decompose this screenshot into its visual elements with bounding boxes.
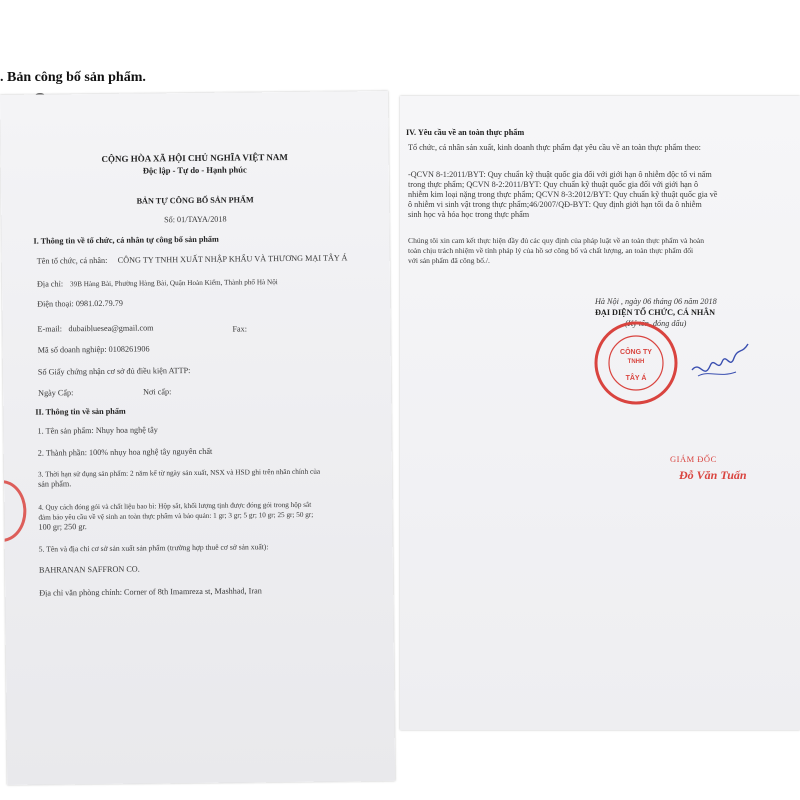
fax-label: Fax: — [232, 324, 248, 334]
sign-note: (Ký tên, đóng dấu) — [625, 319, 687, 328]
partial-stamp — [0, 480, 27, 543]
motto: Độc lập - Tự do - Hạnh phúc — [142, 164, 247, 176]
director-name: Đỗ Văn Tuấn — [679, 468, 747, 482]
caption: . Bản công bố sản phẩm. — [0, 70, 146, 85]
email-label: E-mail: — [37, 324, 63, 334]
regulation-line-4: ô nhiễm vi sinh vật trong thực phẩm;46/2007/QĐ-BYT: Quy định giới hạn tối đa ô nhiễm — [408, 200, 702, 209]
email-value: dubaiblueseа@gmail.com — [68, 323, 154, 334]
office-address: Địa chỉ văn phòng chính: Corner of 8th Imamreza st, Mashhad, Iran — [39, 586, 262, 598]
manufacturer-heading: 5. Tên và địa chỉ cơ sở sản xuất sản phẩm (trường hợp thuê cơ sở sản xuất): — [38, 542, 269, 554]
org-name-label: Tên tổ chức, cá nhân: — [36, 255, 108, 266]
regulation-line-1: -QCVN 8-1:2011/BYT: Quy chuẩn kỹ thuật quốc gia đối với giới hạn ô nhiễm độc tố vi nấm — [408, 170, 712, 179]
address-value: 39B Hàng Bài, Phường Hàng Bài, Quận Hoàn Kiếm, Thành phố Hà Nội — [69, 278, 278, 289]
seal-line-2: TNHH — [627, 359, 645, 365]
manufacturer-name: BAHRANAN SAFFRON CO. — [38, 564, 140, 575]
director-title: GIÁM ĐỐC — [670, 454, 717, 464]
issue-place: Nơi cấp: — [143, 387, 172, 397]
address-label: Địa chỉ: — [36, 279, 64, 289]
regulation-line-2: trong thực phẩm; QCVN 8-2:2011/BYT: Quy chuẩn kỹ thuật quốc gia đối với giới hạn ô — [408, 180, 699, 189]
commitment-line-1: Chúng tôi xin cam kết thực hiện đầy đủ các quy định của pháp luật về an toàn thực phẩm và hoàn — [408, 236, 705, 245]
certificate-line: Số Giấy chứng nhận cơ sở đủ điều kiện ATTP: — [37, 366, 191, 377]
section-1-heading: I. Thông tin về tổ chức, cá nhân tự công bố sản phẩm — [33, 234, 219, 246]
representative-title: ĐẠI DIỆN TỔ CHỨC, CÁ NHÂN — [595, 308, 716, 317]
republic-heading: CỘNG HÒA XÃ HỘI CHỦ NGHĨA VIỆT NAM — [101, 151, 288, 164]
section-2-heading: II. Thông tin về sản phẩm — [35, 406, 126, 417]
packaging-2: đảm bảo yêu cầu về vệ sinh an toàn thực phẩm và bảo quản: 1 gr; 3 gr; 5 gr; 10 gr; 25 gr; 50 gr; — [38, 510, 314, 522]
signing-date: Hà Nội , ngày 06 tháng 06 năm 2018 — [595, 297, 717, 306]
issue-date: Ngày Cấp: — [38, 388, 74, 398]
shelf-life-2: sản phẩm. — [38, 479, 72, 489]
commitment-line-3: với sản phẩm đã công bố./. — [408, 256, 490, 265]
right-document-page — [400, 96, 800, 730]
seal-line-3: TÂY Á — [625, 375, 647, 382]
safety-intro: Tổ chức, cá nhân sản xuất, kinh doanh thực phẩm đạt yêu cầu về an toàn thực phẩm theo: — [408, 143, 701, 152]
commitment-line-2: toàn chịu trách nhiệm về tính pháp lý của hồ sơ công bố và chất lượng, an toàn thực phẩm đối — [408, 246, 694, 255]
phone: Điện thoại: 0981.02.79.79 — [37, 298, 123, 309]
packaging-3: 100 gr; 250 gr. — [38, 522, 87, 532]
business-code: Mã số doanh nghiệp: 0108261906 — [37, 344, 150, 355]
shelf-life-1: 3. Thời hạn sử dụng sản phẩm: 2 năm kể từ ngày sản xuất, NSX và HSD ghi trên nhãn chính của — [37, 466, 321, 479]
regulation-line-5: sinh học và hóa học trong thực phẩm — [408, 210, 530, 219]
doc-title: BẢN TỰ CÔNG BỐ SẢN PHẨM — [136, 195, 254, 206]
seal-line-1: CÔNG TY — [620, 349, 652, 356]
section-4-heading: IV. Yêu cầu về an toàn thực phẩm — [406, 128, 525, 137]
product-name: 1. Tên sản phẩm: Nhụy hoa nghệ tây — [37, 425, 158, 436]
packaging-1: 4. Quy cách đóng gói và chất liệu bao bì: Hộp sắt, khối lượng tịnh được đóng gói trong hộp sắt — [38, 500, 312, 512]
doc-number: Số: 01/TAYA/2018 — [164, 214, 227, 225]
left-document-page — [0, 91, 395, 785]
signature-icon — [690, 340, 750, 385]
org-name-value: CÔNG TY TNHH XUẤT NHẬP KHẨU VÀ THƯƠNG MẠI TÂY Á — [117, 253, 348, 265]
company-seal-icon — [591, 318, 681, 408]
product-ingredients: 2. Thành phần: 100% nhụy hoa nghệ tây nguyên chất — [37, 446, 213, 458]
regulation-line-3: nhiễm kim loại nặng trong thực phẩm; QCVN 8-3:2012/BYT: Quy chuẩn kỹ thuật quốc gia về — [408, 190, 718, 199]
